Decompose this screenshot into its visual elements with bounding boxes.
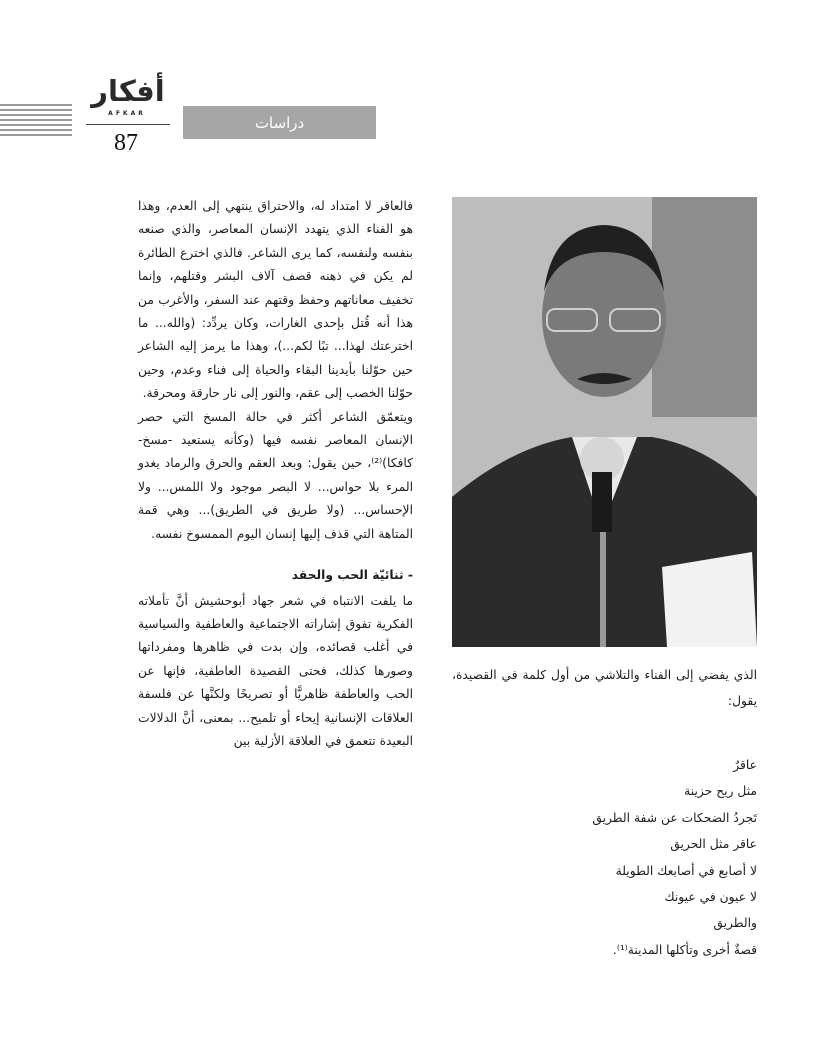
magazine-logo: أفكار (91, 74, 165, 108)
verse-line: مثل ريح حزينة (684, 784, 757, 799)
portrait-photo-icon (452, 197, 757, 647)
right-column-intro (452, 662, 757, 714)
verse-line: قصةٌ أخرى وتأكلها المدينة⁽¹⁾. (612, 942, 757, 957)
verse-line: والطريق (713, 916, 757, 931)
verse-line: لا أصابع في أصابعك الطويلة (615, 863, 757, 878)
portrait-photo (452, 197, 757, 647)
section-subheading: - ثنائيّة الحب والحقد (291, 568, 413, 583)
poem-verse (452, 752, 757, 963)
logo-divider (86, 124, 170, 125)
verse-line: تَجردُ الضحكات عن شفة الطريق (592, 810, 757, 825)
intro-paragraph: الذي يفضي إلى الفناء والتلاشي من أول كلمة في القصيدة، يقول: (452, 668, 757, 708)
header-stripes (0, 104, 72, 139)
paragraph: ما يلفت الانتباه في شعر جهاد أبوحشيش أنَّ تأملاته الفكرية تفوق إشاراته الاجتماعية والعاطفية والسياسية في أغلب قصائده، وإن بدت في ظاهرها ومفرداتها وصورها كذلك، فحتى القصيدة العاطفية، فإنها عن الحب والعاطفة ظاهريًّا أو تصريحًا ولكنَّها عن فلسفة العلاقات الإنسانية إيحاء أو تلميح... بمعنى، أنَّ الدلالات البعيدة تتعمق في العلاقة الأزلية بين (138, 593, 413, 748)
left-column-text (138, 195, 413, 753)
section-label: دراسات (183, 106, 376, 139)
verse-line: لا عيون في عيونك (664, 890, 757, 905)
magazine-logo-latin: AFKAR (108, 110, 146, 117)
verse-line: عاقر مثل الحريق (670, 837, 757, 852)
verse-line: عاقرٌ (733, 758, 757, 772)
paragraph: ويتعمّق الشاعر أكثر في حالة المسخ التي حصر الإنسان المعاصر نفسه فيها (وكأنه يستعيد -مسخ- كافكا)⁽²⁾، حين يقول: وبعد العقم والحرق والرماد يغدو المرء بلا حواس... لا البصر موجود ولا اللمس... ولا الإحساس... (ولا طريق في الطريق)... وهي قمة المتاهة التي قذف إليها إنسان اليوم الممسوخ نفسه. (138, 409, 413, 541)
page-number: 87 (114, 130, 138, 156)
paragraph: فالعاقر لا امتداد له، والاحتراق ينتهي إلى العدم، وهذا هو الفناء الذي يتهدد الإنسان المعاصر، والذي صنعه بنفسه ولنفسه، كما يرى الشاعر. فالذي اخترع الطائرة لم يكن في ذهنه قصف آلاف البشر وقتلهم، وإنما تخفيف معاناتهم وحفظ وقتهم عند السفر، والأغرب من هذا أنه قُتل بإحدى الغارات، وكان يردِّد: (والله... ما اخترعتك لهذا... تبًا لكم...)، وهذا ما يرمز إليه الشاعر حين حوّلنا بأيدينا البقاء والحياة إلى فناء وعدم، وحين حوّلنا الخصب إلى عقم، والنور إلى نار حارقة ومحرقة. (138, 199, 413, 401)
